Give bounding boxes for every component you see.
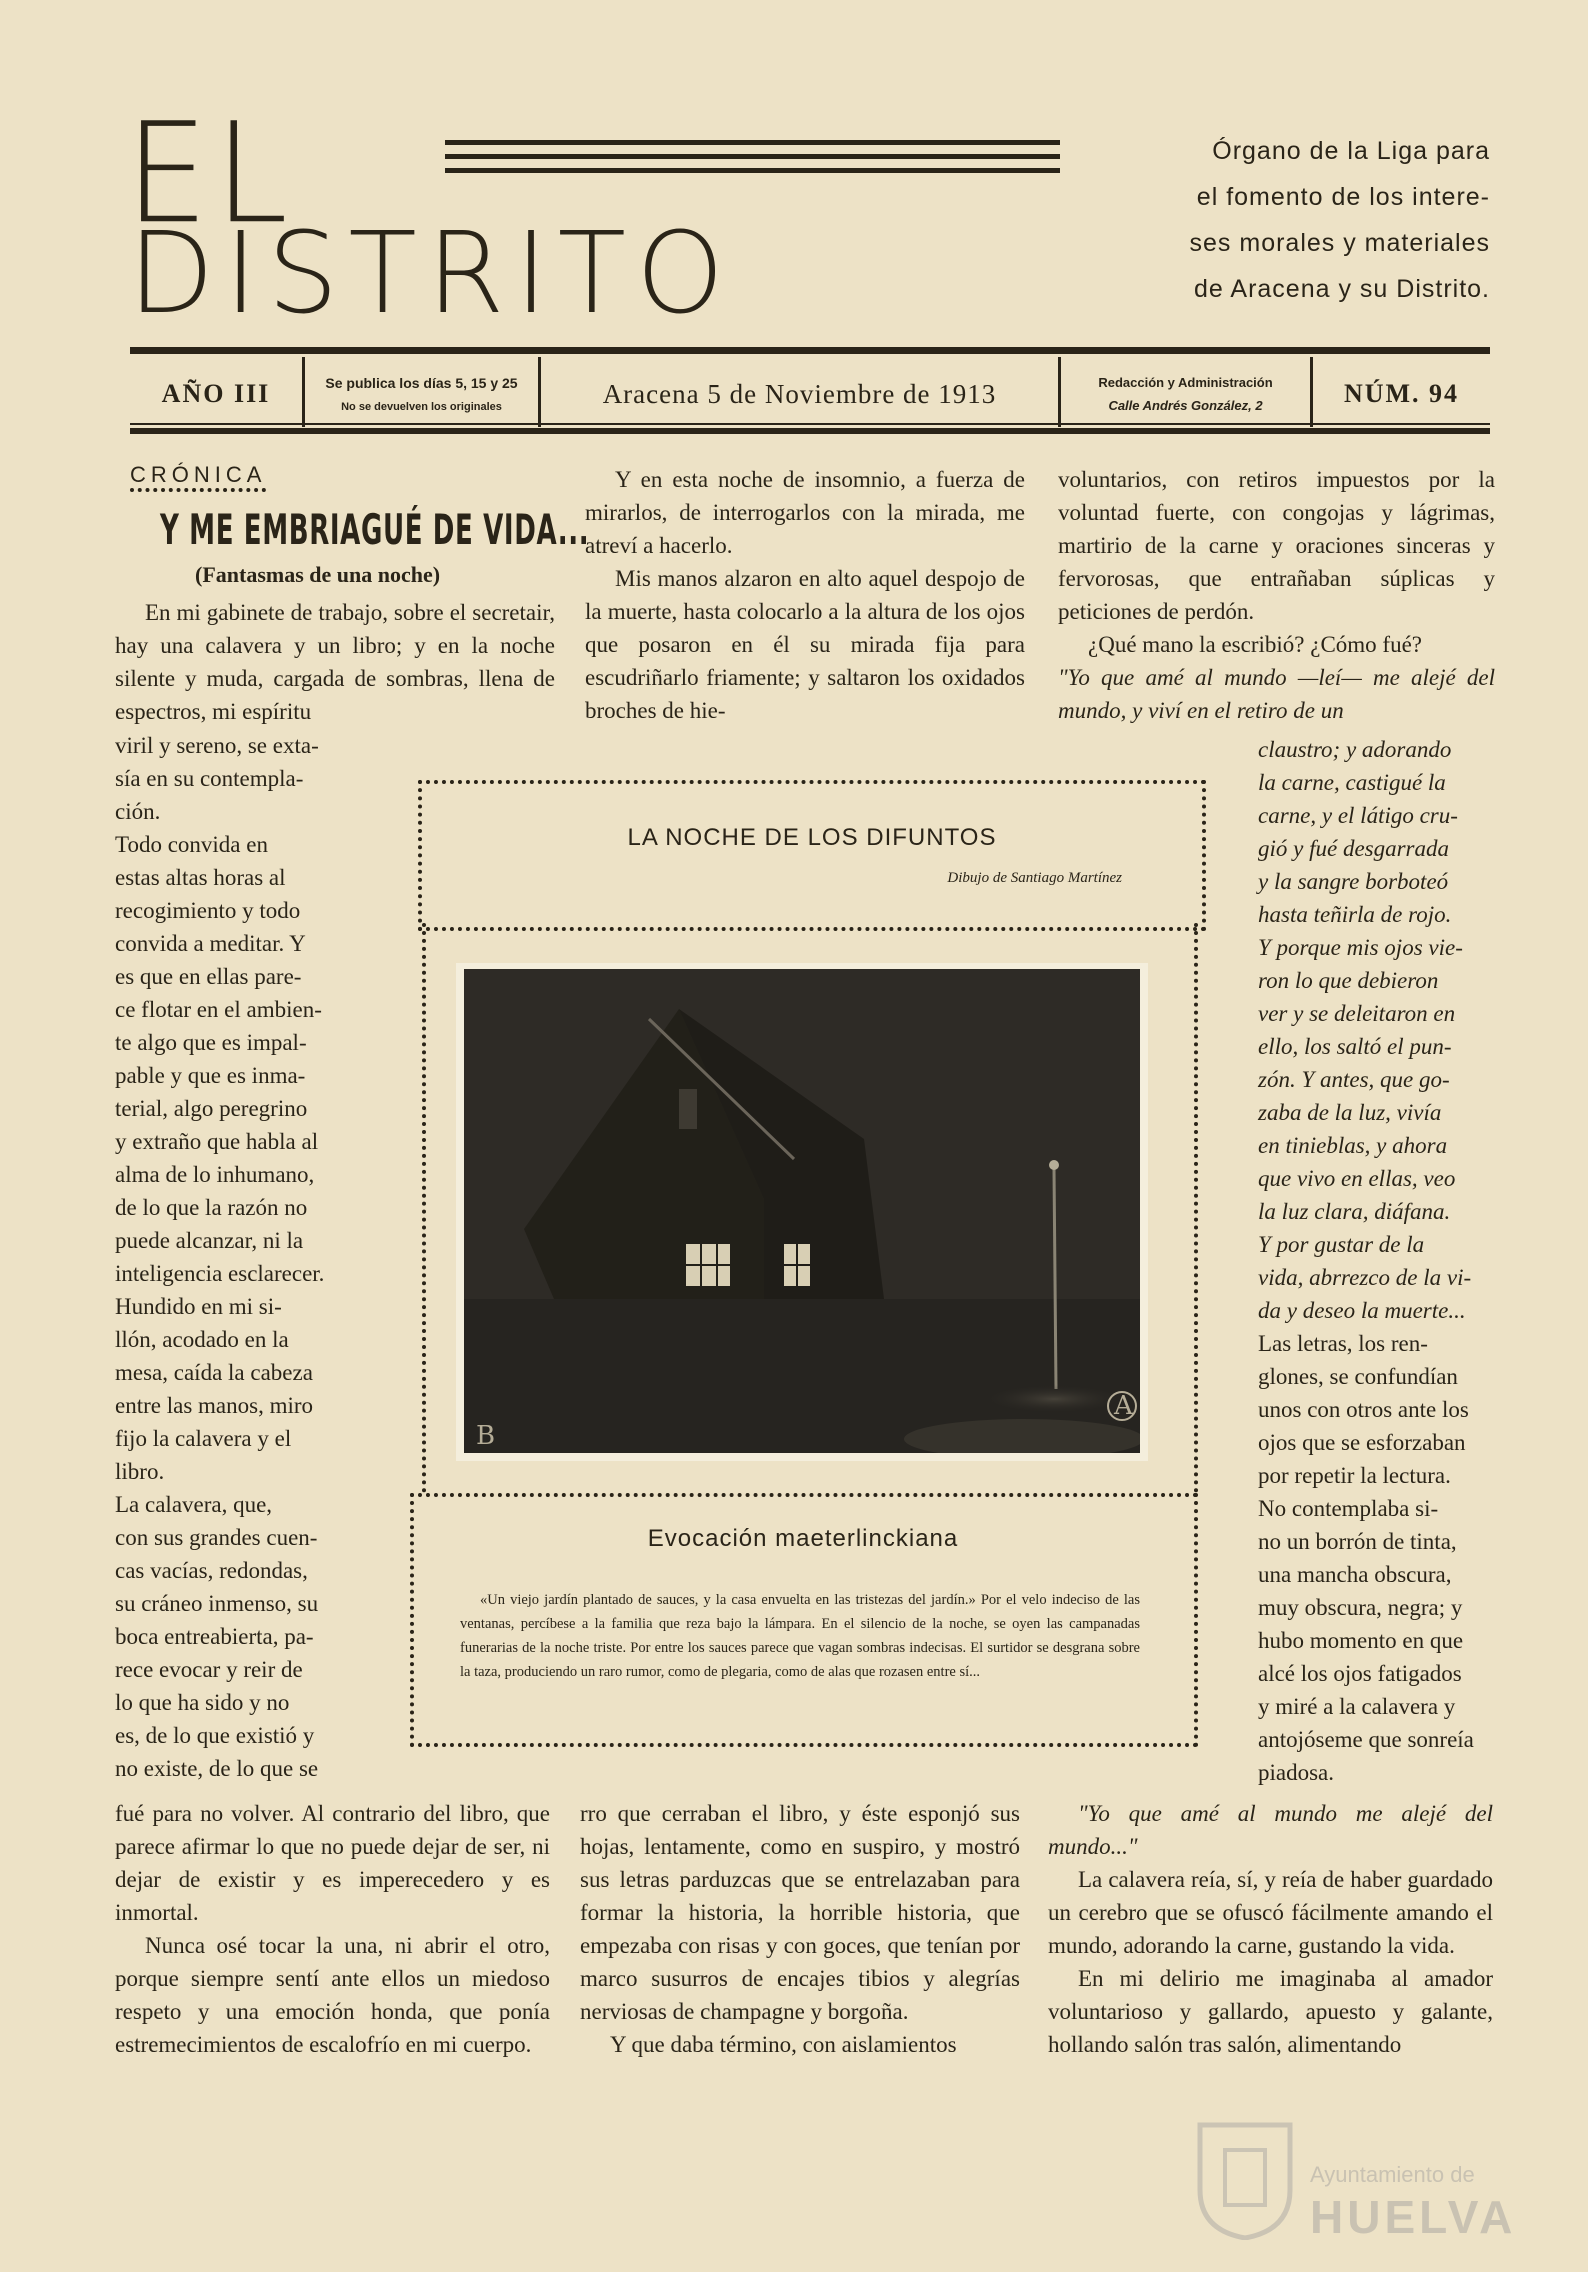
text-line: es, de lo que existió y [115, 1723, 315, 1748]
paragraph: "Yo que amé al mundo —leí— me alejé del mundo, y viví en el retiro de un [1058, 665, 1495, 723]
section-label: CRÓNICA [130, 462, 266, 492]
text-line: ción. [115, 799, 161, 824]
text-line: boca entreabierta, pa- [115, 1624, 314, 1649]
text-line: en tinieblas, y ahora [1258, 1133, 1448, 1158]
place-date: Aracena 5 de Noviembre de 1913 [602, 378, 997, 409]
illustration-header-box [418, 780, 1206, 931]
text-line: es que en ellas pare- [115, 964, 302, 989]
text-line: La calavera, que, [115, 1492, 273, 1517]
publication-days: Se publica los días 5, 15 y 25 [325, 375, 518, 391]
article-headline: Y ME EMBRIAGUÉ DE VIDA... [160, 505, 590, 554]
text-line: lo que ha sido y no [115, 1690, 290, 1715]
text-line: Hundido en mi si- [115, 1294, 282, 1319]
header-bottom-rule [130, 428, 1490, 434]
text-line: hubo momento en que [1258, 1628, 1464, 1653]
text-line: hasta teñirla de rojo. [1258, 902, 1452, 927]
text-line: estas altas horas al [115, 865, 286, 890]
paragraph: Nunca osé tocar la una, ni abrir el otro, porque siempre sentí ante ellos un miedoso respeto y una emoción honda, que ponía estremecimientos de escalofrío en mi cuerpo. [115, 1933, 550, 2057]
text-line: ojos que se esforzaban [1258, 1430, 1466, 1455]
masthead-title-distrito: DISTRITO [128, 209, 735, 339]
text-line: zaba de la luz, vivía [1258, 1100, 1442, 1125]
masthead-stripes [445, 140, 1060, 182]
paragraph: "Yo que amé al mundo me alejé del mundo..." [1048, 1801, 1493, 1859]
paragraph: Y en esta noche de insomnio, a fuerza de mirarlos, de interrogarlos con la mirada, me atreví a hacerlo. [585, 467, 1025, 558]
editorial-office: Redacción y Administración [1098, 375, 1273, 390]
text-line: convida a meditar. Y [115, 931, 306, 956]
illustration-side-border [1194, 923, 1198, 1493]
caption-text [460, 1588, 1140, 1684]
caption-paragraph: «Un viejo jardín plantado de sauces, y la casa envuelta en las tristezas del jardín.» Por el velo indeciso de las ventanas, percíbese a la familia que reza bajo la lámpara. En el silencio de la noche, se oyen las campanadas funerarias de la noche triste. Por entre los sauces parece que vagan sombras indecisas. El surtidor se desgrana sobre la taza, produciendo un raro rumor, como de plegaria, como de alas que rozasen entre sí... [460, 1592, 1140, 1680]
text-line: rece evocar y reir de [115, 1657, 303, 1682]
text-line: ron lo que debieron [1258, 968, 1439, 993]
text-line: de lo que la razón no [115, 1195, 308, 1220]
header-date [541, 360, 1058, 428]
paragraph: En mi gabinete de trabajo, sobre el secretair, hay una calavera y un libro; y en la noche silente y muda, cargada de sombras, llena de espectros, mi espíritu [115, 600, 555, 724]
tagline-line: el fomento de los intere- [1196, 183, 1490, 211]
text-line: zón. Y antes, que go- [1258, 1067, 1450, 1092]
svg-text:A: A [1114, 1391, 1133, 1421]
tagline-line: ses morales y materiales [1189, 229, 1490, 257]
text-line: terial, algo peregrino [115, 1096, 308, 1121]
text-line: alma de lo inhumano, [115, 1162, 315, 1187]
paragraph: fué para no volver. Al contrario del libro, que parece afirmar lo que no puede dejar de ser, ni dejar de existir y es imperecedero y es inmortal. [115, 1801, 550, 1925]
text-line: su cráneo inmenso, su [115, 1591, 319, 1616]
coat-of-arms-icon [1190, 2110, 1300, 2240]
col1-narrow [115, 729, 355, 1785]
year-label: AÑO III [161, 379, 271, 408]
watermark-line2: HUELVA [1310, 2191, 1517, 2243]
text-line: Todo convida en [115, 832, 268, 857]
text-line: ver y se deleitaron en [1258, 1001, 1456, 1026]
text-line: la luz clara, diáfana. [1258, 1199, 1451, 1224]
watermark-line1: Ayuntamiento de [1310, 2162, 1475, 2187]
text-line: sía en su contempla- [115, 766, 304, 791]
text-line: que vivo en ellas, veo [1258, 1166, 1456, 1191]
col1-bottom [115, 1797, 550, 2061]
text-line: puede alcanzar, ni la [115, 1228, 304, 1253]
text-line: da y deseo la muerte... [1258, 1298, 1466, 1323]
paragraph: Mis manos alzaron en alto aquel despojo de la muerte, hasta colocarlo a la altura de los ojos que posaron en él su mirada fija para escudriñarlo friamente; y saltaron los oxidados broches de hie- [585, 566, 1025, 723]
col3-narrow [1258, 733, 1496, 1789]
text-line: glones, se confundían [1258, 1364, 1458, 1389]
illustration-title: LA NOCHE DE LOS DIFUNTOS [627, 824, 997, 851]
text-line: viril y sereno, se exta- [115, 733, 319, 758]
illustration-image [456, 963, 1148, 1461]
text-line: la carne, castigué la [1258, 770, 1446, 795]
col2-top [585, 463, 1025, 727]
paragraph: En mi delirio me imaginaba al amador voluntarioso y gallardo, apuesto y galante, hollando salón tras salón, alimentando [1048, 1966, 1493, 2057]
paragraph: ¿Qué mano la escribió? ¿Cómo fué? [1088, 632, 1423, 657]
paragraph: Y que daba término, con aislamientos [610, 2032, 957, 2057]
text-line: gió y fué desgarrada [1258, 836, 1450, 861]
caption-title: Evocación maeterlinckiana [647, 1525, 959, 1552]
text-line: libro. [115, 1459, 165, 1484]
paragraph: rro que cerraban el libro, y éste esponjó sus hojas, lentamente, como en suspiro, y mostró sus letras parduzcas que se entrelazaban para formar la historia, la horrible historia, que empezaba con risas y con goces, que tenían por marco susurros de encajes tibios y alegrías nerviosas de champagne y borgoña. [580, 1801, 1020, 2024]
text-line: con sus grandes cuen- [115, 1525, 318, 1550]
text-line: llón, acodado en la [115, 1327, 289, 1352]
text-line: vida, abrrezco de la vi- [1258, 1265, 1472, 1290]
col1-top [115, 596, 555, 728]
text-line: y extraño que habla al [115, 1129, 319, 1154]
text-line: fijo la calavera y el [115, 1426, 292, 1451]
text-line: y la sangre borboteó [1258, 869, 1449, 894]
text-line: Las letras, los ren- [1258, 1331, 1428, 1356]
tagline-line: de Aracena y su Distrito. [1194, 275, 1490, 303]
night-house-drawing [464, 969, 1140, 1453]
text-line: inteligencia esclarecer. [115, 1261, 325, 1286]
tagline-line: Órgano de la Liga para [1212, 137, 1490, 165]
article-subheadline: (Fantasmas de una noche) [195, 562, 441, 587]
text-line: te algo que es impal- [115, 1030, 307, 1055]
text-line: muy obscura, negra; y [1258, 1595, 1463, 1620]
text-line: carne, y el látigo cru- [1258, 803, 1458, 828]
text-line: antojóseme que sonreía [1258, 1727, 1474, 1752]
office-address: Calle Andrés González, 2 [1108, 398, 1263, 413]
col2-bottom [580, 1797, 1020, 2061]
text-line: no existe, de lo que se [115, 1756, 319, 1781]
text-line: entre las manos, miro [115, 1393, 314, 1418]
text-line: una mancha obscura, [1258, 1562, 1452, 1587]
masthead-tagline [1140, 128, 1490, 312]
illustration-credit: Dibujo de Santiago Martínez [947, 870, 1122, 886]
header-top-rule [130, 347, 1490, 354]
text-line: Y porque mis ojos vie- [1258, 935, 1463, 960]
col3-bottom [1048, 1797, 1493, 2061]
text-line: claustro; y adorando [1258, 737, 1452, 762]
header-office [1061, 360, 1310, 428]
text-line: cas vacías, redondas, [115, 1558, 308, 1583]
text-line: por repetir la lectura. [1258, 1463, 1451, 1488]
header-publication [305, 360, 538, 428]
text-line: Y por gustar de la [1258, 1232, 1425, 1257]
text-line: recogimiento y todo [115, 898, 301, 923]
text-line: ce flotar en el ambien- [115, 997, 322, 1022]
text-line: no un borrón de tinta, [1258, 1529, 1457, 1554]
svg-text:B: B [476, 1421, 496, 1451]
text-line: alcé los ojos fatigados [1258, 1661, 1462, 1686]
text-line: mesa, caída la cabeza [115, 1360, 313, 1385]
night-scene-svg [464, 969, 1140, 1453]
text-line: y miré a la calavera y [1258, 1694, 1456, 1719]
issue-number: NÚM. 94 [1343, 379, 1460, 408]
text-line: No contemplaba si- [1258, 1496, 1439, 1521]
header-year [130, 360, 302, 428]
text-line: piadosa. [1258, 1760, 1335, 1785]
text-line: unos con otros ante los [1258, 1397, 1469, 1422]
text-line: pable y que es inma- [115, 1063, 306, 1088]
header-issue [1313, 360, 1490, 428]
text-line: ello, los saltó el pun- [1258, 1034, 1452, 1059]
col3-top [1058, 463, 1495, 727]
illustration-side-border [422, 923, 426, 1493]
paragraph: voluntarios, con retiros impuestos por la voluntad fuerte, con congojas y lágrimas, martirio de la carne y oraciones sinceras y fervorosas, que entrañaban súplicas y peticiones de perdón. [1058, 467, 1495, 624]
paragraph: La calavera reía, sí, y reía de haber guardado un cerebro que se ofuscó fácilmente amando el mundo, adorando la carne, gustando la vida. [1048, 1867, 1493, 1958]
masthead-title-el: EL [125, 93, 294, 255]
originals-note: No se devuelven los originales [341, 401, 502, 413]
